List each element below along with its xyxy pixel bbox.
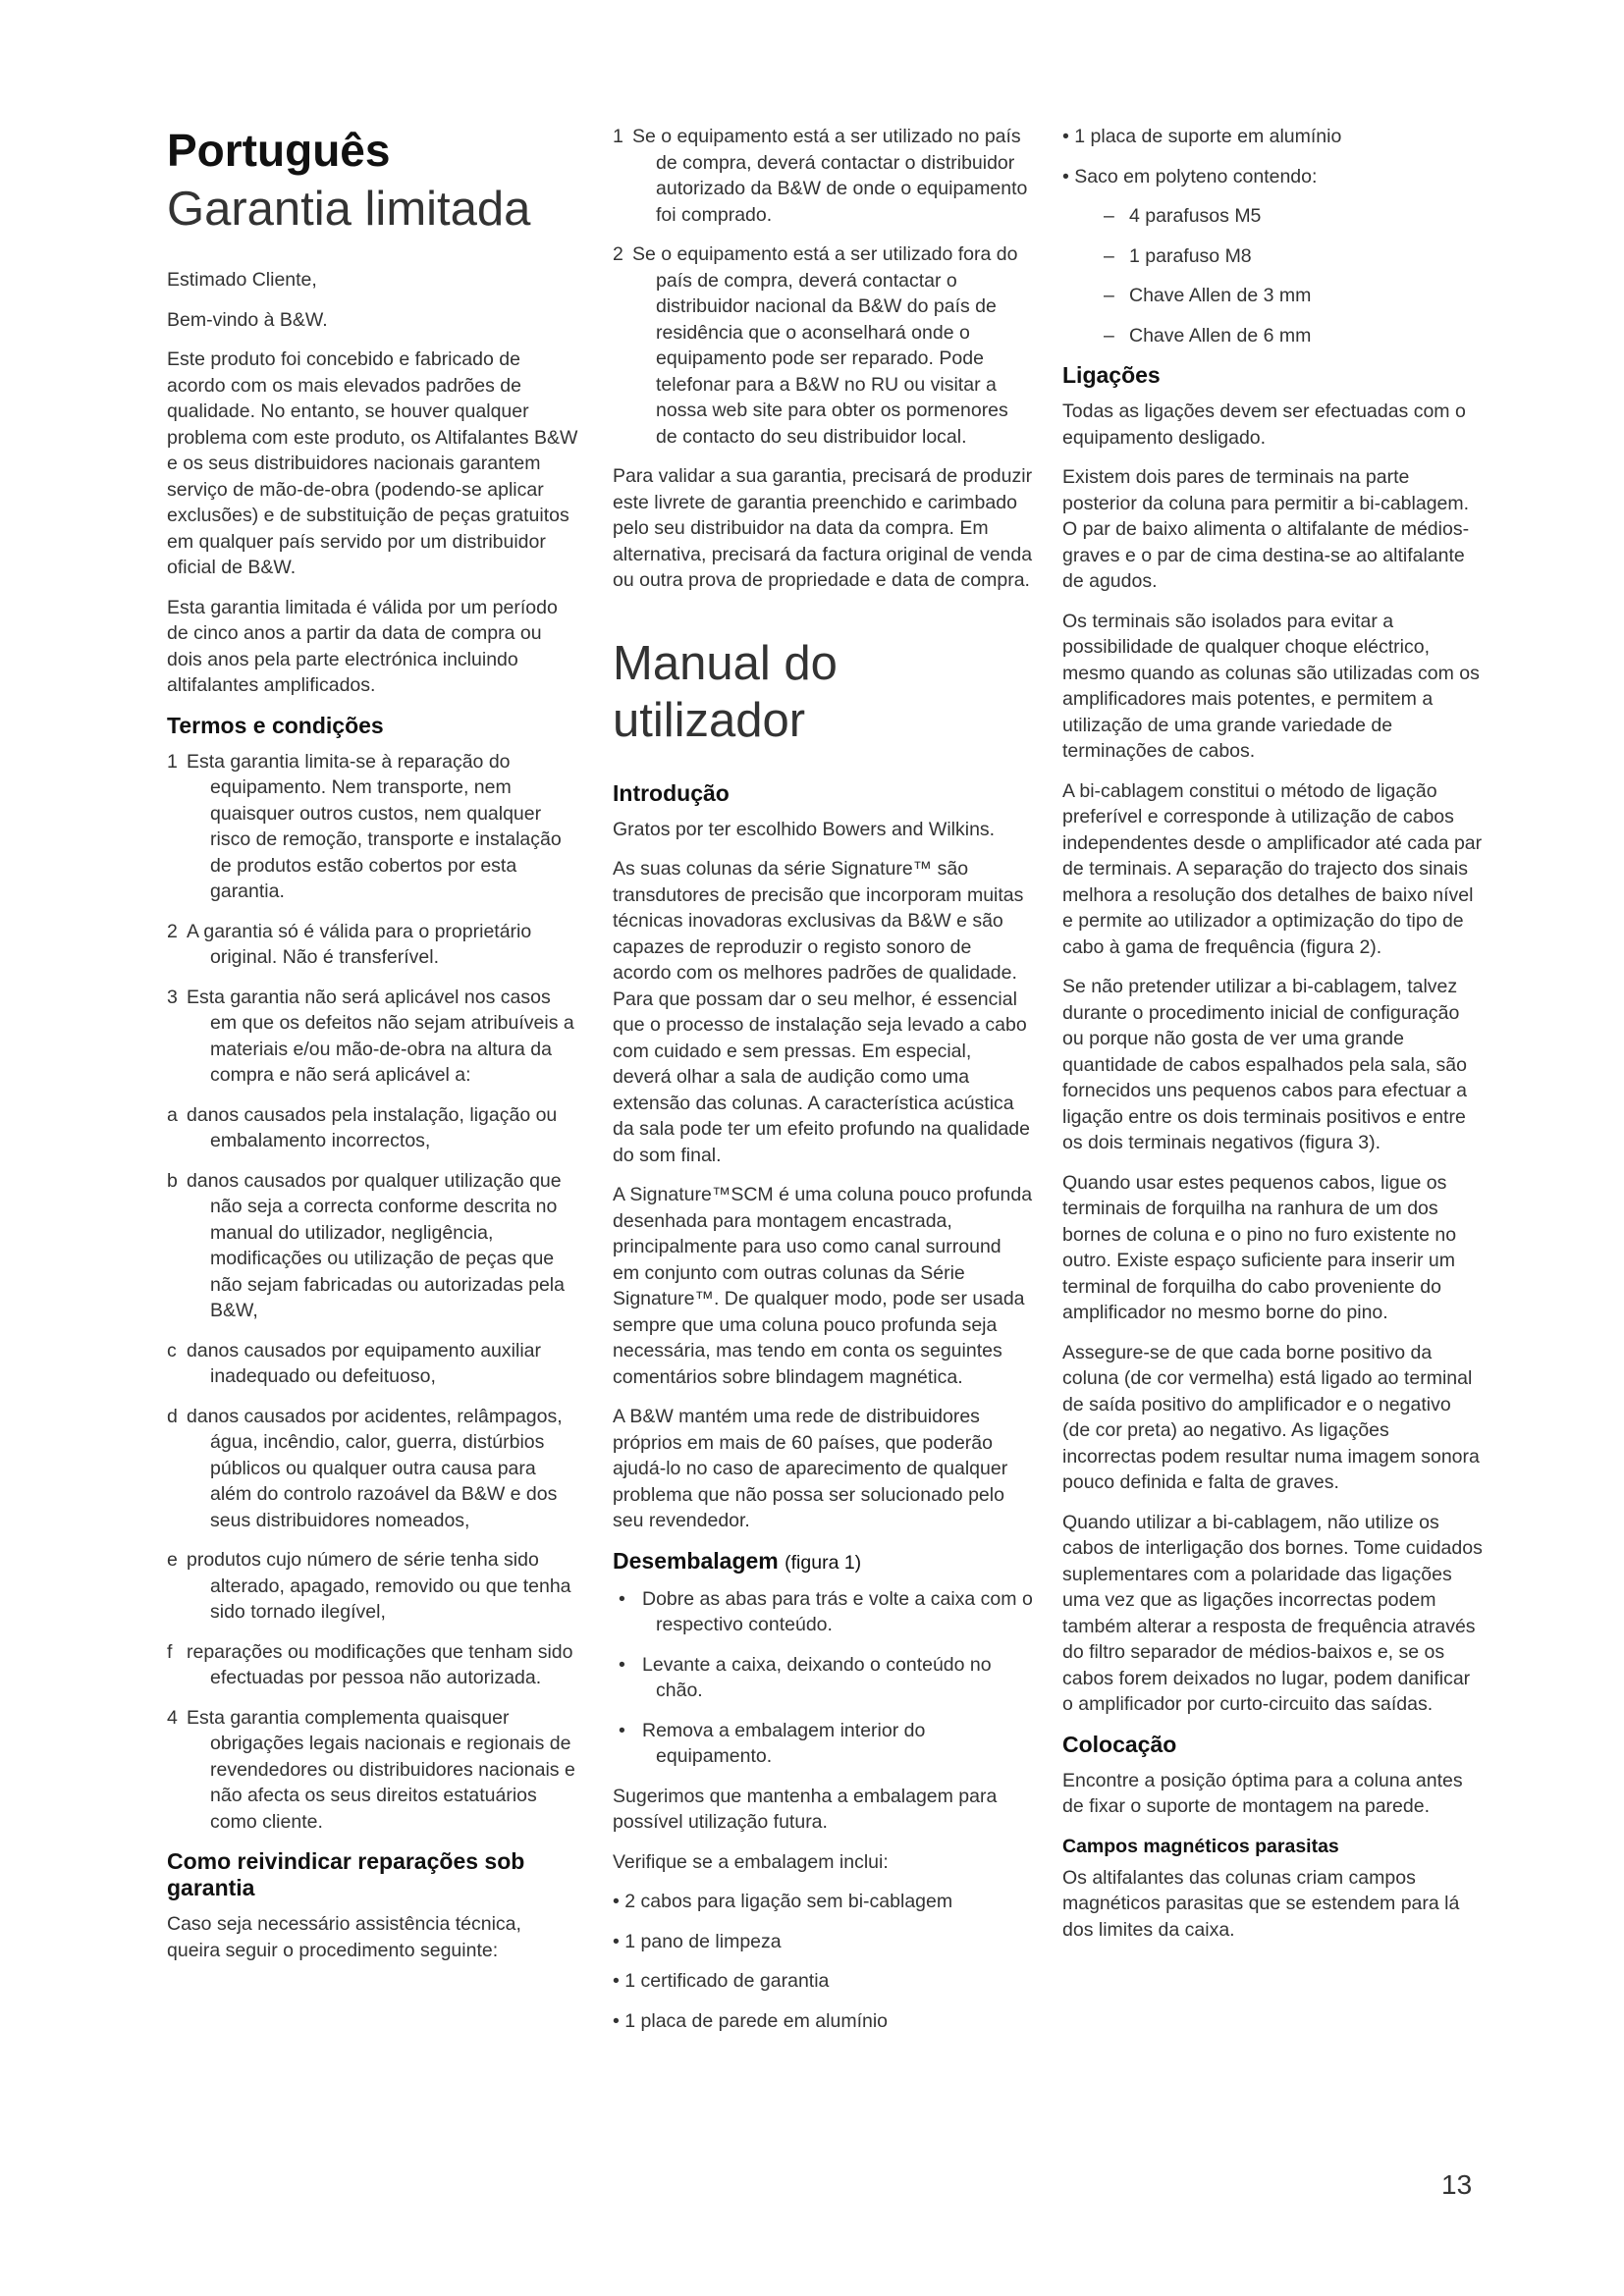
- paragraph: Verifique se a embalagem inclui:: [613, 1850, 889, 1873]
- bullet-icon: •: [1062, 165, 1069, 187]
- unpack-step: [613, 1652, 1033, 1704]
- item-letter: a: [167, 1103, 178, 1126]
- paragraph: Estimado Cliente,: [167, 269, 317, 291]
- item-text: Esta garantia limita-se à reparação do equipamento. Nem transporte, nem quaisquer outros custos, nem qualquer risco de remoção, transporte e instalação de produtos estão cobertos por esta garantia.: [187, 750, 562, 902]
- column-3: [1062, 124, 1483, 1956]
- claim-heading: Como reivindicar reparações sob garantia: [167, 1848, 525, 1900]
- dash-icon: –: [1104, 244, 1114, 267]
- item-number: 3: [167, 986, 178, 1008]
- paragraph: Quando utilizar a bi-cablagem, não utilize os cabos de interligação dos bornes. Tome cuidados suplementares com a polaridade das ligações uma vez que as ligações incorrectas podem também alterar a resposta de frequência através do filtro separador de médios-baixos e, se os cabos forem deixados no lugar, podem danificar o amplificador por curto-circuito das saídas.: [1062, 1511, 1483, 1715]
- paragraph: Se não pretender utilizar a bi-cablagem, talvez durante o procedimento inicial de configuração ou porque não gosta de ver uma grande quantidade de cabos espalhados pela sala, são fornecidos uns pequenos cabos para efectuar a ligação entre os dois terminais positivos e entre os dois terminais negativos (figura 3).: [1062, 976, 1467, 1153]
- item-letter: d: [167, 1405, 178, 1427]
- terms-subitem: [167, 1639, 579, 1691]
- unpacking-heading: [613, 1548, 1033, 1576]
- kit-item: [613, 1889, 1033, 1915]
- claim-step: [613, 241, 1033, 450]
- paragraph: Bem-vindo à B&W.: [167, 308, 328, 331]
- kit-subitem: [1062, 243, 1483, 270]
- item-number: 1: [613, 126, 623, 147]
- paragraph: A B&W mantém uma rede de distribuidores próprios em mais de 60 países, que poderão ajudá-lo no caso de aparecimento de qualquer problema que não possa ser solucionado pelo seu revendedor.: [613, 1406, 1008, 1531]
- terms-subitem: [167, 1547, 579, 1626]
- column-2: [613, 124, 1033, 2048]
- bullet-icon: •: [619, 1653, 625, 1676]
- terms-subitem: [167, 1338, 579, 1390]
- terms-item: [167, 1705, 579, 1836]
- terms-item: [167, 985, 579, 1089]
- kit-item: [613, 1968, 1033, 1995]
- kit-subitem: [1062, 203, 1483, 230]
- paragraph: Este produto foi concebido e fabricado de acordo com os mais elevados padrões de qualidade. No entanto, se houver qualquer problema com este produto, os Altifalantes B&W e os seus distribuidores nacionais garantem serviço de mão-de-obra (podendo-se aplicar exclusões) e de substituição de peças gratuitos em qualquer país servido por um distribuidor oficial de B&W.: [167, 348, 578, 578]
- item-text: 2 cabos para ligação sem bi-cablagem: [624, 1891, 953, 1912]
- item-text: danos causados por equipamento auxiliar inadequado ou defeituoso,: [187, 1339, 541, 1387]
- item-text: Saco em polyteno contendo:: [1074, 165, 1318, 187]
- paragraph: A bi-cablagem constitui o método de ligação preferível e corresponde à utilização de cabos independentes desde o amplificador até cada par de terminais. A separação do trajecto dos sinais melhora a resolução dos detalhes de baixo nível e permite ao utilizador a optimização do tipo de cabo à gama de frequência (figura 2).: [1062, 779, 1483, 958]
- dash-icon: –: [1104, 205, 1114, 227]
- figure-reference: (figura 1): [785, 1551, 862, 1574]
- unpacking-title: Desembalagem: [613, 1547, 779, 1574]
- item-text: Levante a caixa, deixando o conteúdo no chão.: [642, 1653, 992, 1701]
- item-text: produtos cujo número de série tenha sido alterado, apagado, removido ou que tenha sido tornado ilegível,: [187, 1549, 571, 1623]
- column-1: [167, 124, 579, 1977]
- item-text: 1 certificado de garantia: [624, 1970, 830, 1992]
- paragraph: A Signature™SCM é uma coluna pouco profunda desenhada para montagem encastrada, principalmente para uso como canal surround em conjunto com outras colunas da Série Signature™. De qualquer modo, pode ser usada sempre que uma coluna pouco profunda seja necessária, mas tendo em conta os seguintes comentários sobre blindagem magnética.: [613, 1184, 1033, 1388]
- language-heading: Português: [167, 125, 391, 176]
- intro-heading: Introdução: [613, 779, 730, 806]
- bullet-icon: •: [619, 1719, 625, 1741]
- terms-subitem: [167, 1168, 579, 1324]
- item-number: 2: [613, 243, 623, 265]
- bullet-icon: •: [613, 1970, 620, 1992]
- item-text: Se o equipamento está a ser utilizado no país de compra, deverá contactar o distribuidor autorizado da B&W de onde o equipamento foi comprado.: [632, 126, 1028, 226]
- bullet-icon: •: [613, 2009, 620, 2032]
- kit-item: [1062, 164, 1483, 190]
- paragraph: Os altifalantes das colunas criam campos magnéticos parasitas que se estendem para lá dos limites da caixa.: [1062, 1866, 1460, 1941]
- item-text: Esta garantia não será aplicável nos casos em que os defeitos não sejam atribuíveis a materiais e/ou mão-de-obra na altura da compra e não será aplicável a:: [187, 986, 574, 1086]
- item-text: 1 placa de parede em alumínio: [624, 2009, 889, 2032]
- item-number: 1: [167, 750, 178, 773]
- kit-subitem: [1062, 323, 1483, 349]
- kit-item: [613, 1929, 1033, 1955]
- connections-heading: Ligações: [1062, 362, 1161, 388]
- dash-icon: –: [1104, 285, 1114, 306]
- paragraph: Todas as ligações devem ser efectuadas com o equipamento desligado.: [1062, 400, 1466, 449]
- unpack-step: [613, 1718, 1033, 1770]
- paragraph: Sugerimos que mantenha a embalagem para possível utilização futura.: [613, 1785, 998, 1833]
- terms-subitem: [167, 1102, 579, 1154]
- item-text: 1 parafuso M8: [1129, 244, 1252, 267]
- paragraph: Esta garantia limitada é válida por um período de cinco anos a partir da data de compra ou dois anos pela parte electrónica incluindo altifalantes amplificados.: [167, 596, 558, 696]
- paragraph: Encontre a posição óptima para a coluna antes de fixar o suporte de montagem na parede.: [1062, 1769, 1463, 1817]
- item-text: danos causados pela instalação, ligação ou embalamento incorrectos,: [187, 1103, 558, 1151]
- bullet-icon: •: [619, 1587, 625, 1610]
- item-text: Dobre as abas para trás e volte a caixa com o respectivo conteúdo.: [642, 1587, 1033, 1635]
- paragraph: Assegure-se de que cada borne positivo da coluna (de cor vermelha) está ligado ao terminal de saída positivo do amplificador e o negativo (de cor preta) ao negativo. As ligações incorrectas podem resultar numa imagem sonora pouco definida e falta de graves.: [1062, 1341, 1480, 1493]
- item-letter: c: [167, 1339, 177, 1362]
- bullet-icon: •: [613, 1891, 620, 1912]
- kit-subitem: [1062, 283, 1483, 309]
- bullet-icon: •: [613, 1930, 620, 1952]
- item-number: 2: [167, 920, 178, 942]
- item-text: Chave Allen de 6 mm: [1129, 324, 1312, 347]
- item-letter: b: [167, 1169, 178, 1192]
- paragraph: Caso seja necessário assistência técnica, queira seguir o procedimento seguinte:: [167, 1913, 521, 1961]
- paragraph: Os terminais são isolados para evitar a possibilidade de qualquer choque eléctrico, mesmo quando as colunas são utilizadas com os amplificadores mais potentes, e permitem a utilização de uma grande variedade de terminações de cabos.: [1062, 610, 1480, 762]
- item-text: A garantia só é válida para o proprietário original. Não é transferível.: [187, 920, 532, 968]
- item-text: Se o equipamento está a ser utilizado fora do país de compra, deverá contactar o distribuidor nacional da B&W do país de residência que o aconselhará onde o equipamento pode ser reparado. Pode telefonar para a B&W no RU ou visitar a nossa web site para obter os pormenores de contacto do seu distribuidor local.: [632, 243, 1018, 448]
- terms-subitem: [167, 1404, 579, 1534]
- item-text: Chave Allen de 3 mm: [1129, 285, 1312, 306]
- item-text: 1 pano de limpeza: [624, 1930, 782, 1952]
- kit-item: [613, 2008, 1033, 2035]
- bullet-icon: •: [1062, 126, 1069, 147]
- placement-heading: Colocação: [1062, 1731, 1177, 1757]
- item-text: 1 placa de suporte em alumínio: [1074, 126, 1342, 147]
- item-text: danos causados por qualquer utilização que não seja a correcta conforme descrita no manual do utilizador, negligência, modificações ou utilização de peças que não sejam fabricadas ou autorizadas pela B&W,: [187, 1169, 565, 1321]
- item-text: danos causados por acidentes, relâmpagos, água, incêndio, calor, guerra, distúrbios públicos ou qualquer outra causa para além do controlo razoável da B&W e dos seus distribuidores nomeados,: [187, 1405, 563, 1531]
- page-number: 13: [1441, 2169, 1473, 2200]
- paragraph: Quando usar estes pequenos cabos, ligue os terminais de forquilha na ranhura de um dos bornes de coluna e o pino no furo existente no outro. Existe espaço suficiente para inserir um terminal de forquilha do cabo proveniente do amplificador no mesmo borne do pino.: [1062, 1171, 1457, 1323]
- kit-item: [1062, 124, 1483, 150]
- manual-title: Manual do utilizador: [613, 636, 838, 747]
- item-letter: f: [167, 1640, 173, 1663]
- item-text: Esta garantia complementa quaisquer obrigações legais nacionais e regionais de revendedores ou distribuidores nacionais e não afecta os seus direitos estatuários como cliente.: [187, 1706, 575, 1833]
- item-text: reparações ou modificações que tenham sido efectuadas por pessoa não autorizada.: [187, 1640, 573, 1688]
- terms-heading: Termos e condições: [167, 712, 384, 738]
- claim-step: [613, 124, 1033, 228]
- terms-item: [167, 749, 579, 905]
- paragraph: As suas colunas da série Signature™ são transdutores de precisão que incorporam muitas técnicas inovadoras exclusivas da B&W e são capazes de reproduzir o registo sonoro de acordo com os melhores padrões de qualidade. Para que possam dar o seu melhor, é essencial que o processo de instalação seja levado a cabo com cuidado e sem pressas. Em especial, deverá olhar a sala de audição como uma extensão das colunas. A característica acústica da sala pode ter um efeito profundo na qualidade do som final.: [613, 858, 1030, 1166]
- magnetic-fields-heading: Campos magnéticos parasitas: [1062, 1835, 1339, 1857]
- paragraph: Existem dois pares de terminais na parte posterior da coluna para permitir a bi-cablagem. O par de baixo alimenta o altifalante de médios-graves e o par de cima destina-se ao altifalante de agudos.: [1062, 466, 1470, 592]
- item-text: Remova a embalagem interior do equipamento.: [642, 1719, 926, 1767]
- warranty-title: Garantia limitada: [167, 183, 531, 236]
- item-text: 4 parafusos M5: [1129, 205, 1262, 227]
- item-number: 4: [167, 1706, 178, 1729]
- paragraph: Gratos por ter escolhido Bowers and Wilkins.: [613, 818, 996, 840]
- terms-item: [167, 919, 579, 971]
- dash-icon: –: [1104, 324, 1114, 347]
- item-letter: e: [167, 1549, 178, 1571]
- unpack-step: [613, 1586, 1033, 1638]
- paragraph: Para validar a sua garantia, precisará de produzir este livrete de garantia preenchido e carimbado pelo seu distribuidor na data da compra. Em alternativa, precisará da factura original de venda ou outra prova de propriedade e data de compra.: [613, 465, 1033, 591]
